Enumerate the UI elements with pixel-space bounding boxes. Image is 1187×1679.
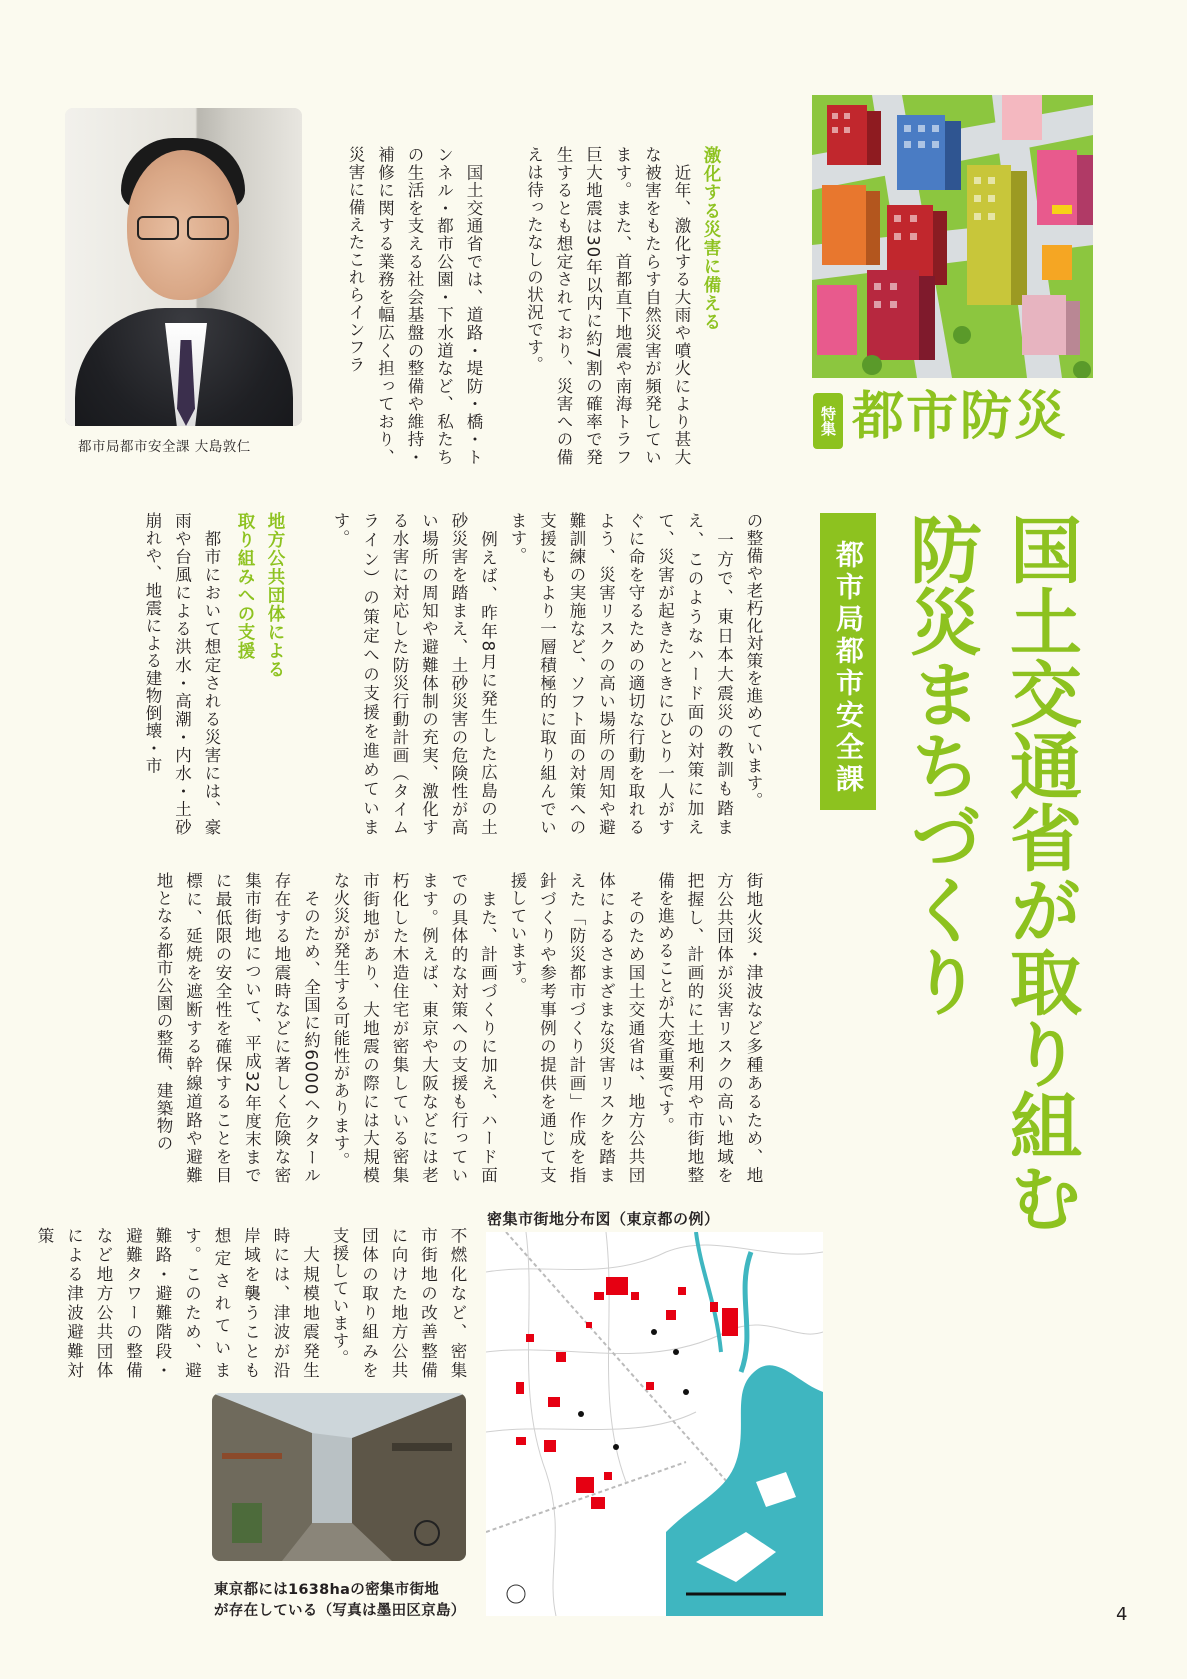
department-band: 都市局都市安全課 [820,513,876,810]
headline-line-2: 防災まちづくり [898,513,982,1017]
density-map [486,1232,823,1616]
section2-heading-wrap [230,512,290,836]
middle-text-a: の整備や老朽化対策を進めています。 一方で、東日本大震災の教訓も踏まえ、このようなハード面の対策に加えて、災害が起きたときにひとり一人がすぐに命を守るための適切な行動を取れるよう、災害リスクの高い場所の周知や避難訓練の実施など、ソフト面の対策への支援にもより一層積極的に取り組んでいます。 例えば、昨年8月に発生した広島の土砂災害を踏まえ、土砂災害の危険性が高い場所の周知や避難体制の充実、激化する水害に対応した防災行動計画（タイムライン）の策定への支援を進めています。 [331,512,763,836]
section1-heading-wrap [696,146,726,466]
city-illustration [812,95,1093,378]
page-number: 4 [1116,1604,1128,1625]
section1-para1: 近年、激化する大雨や噴火により甚大な被害をもたらす自然災害が頻発しています。また、首都直下地震や南海トラフ巨大地震は30年以内に約7割の確率で発生するとも想定されており、災害への備えは待ったなしの状況です。 [524,146,691,466]
section1-para2: 国土交通省では、道路・堤防・橋・トンネル・都市公園・下水道など、私たちの生活を支える社会基盤の整備や維持・補修に関する業務を幅広く担っており、災害に備えたこれらインフラ [346,146,483,466]
section1-heading: 激化する災害に備える [701,146,721,331]
portrait-caption: 都市局都市安全課 大島敦仁 [78,439,251,455]
section2-heading: 地方公共団体による 取り組みへの支援 [235,512,285,679]
alley-caption: 東京都には1638haの密集市街地 が存在している（写真は墨田区京島） [214,1582,466,1619]
feature-title: 都市防災 [852,387,1069,447]
section2-para1: 都市において想定される災害には、豪雨や台風による洪水・高潮・内水・土砂崩れや、地震による建物倒壊・市 [143,512,221,836]
middle-text-b: 街地火災・津波など多種あるため、地方公共団体が災害リスクの高い地域を把握し、計画的に土地利用や市街地整備を進めることが大変重要です。 そのため国土交通省は、地方公共団体によるさまざまな災害リスクを踏まえた「防災都市づくり計画」作成を指針づくりや参考事例の提供を通じて支援しています。 また、計画づくりに加え、ハード面での具体的な対策への支援も行っています。例えば、東京や大阪などには老朽化した木造住宅が密集している密集市街地があり、大地震の際には大規模な火災が発生する可能性があります。 そのため、全国に約6000ヘクタール存在する地震時などに著しく危険な密集市街地について、平成32年度末までに最低限の安全性を確保することを目標に、延焼を遮断する幹線道路や避難地となる都市公園の整備、建築物の [154,872,763,1184]
feature-label: 特集 [813,393,843,449]
alley-photo [212,1393,466,1561]
bottom-text: 不燃化など、密集市街地の改善整備に向けた地方公共団体の取り組みを支援しています。 大規模地震発生時には、津波が沿岸域を襲うことも想定されています。このため、避難路・避難階段・避難タワーの整備など地方公共団体による津波避難対策 [35,1227,467,1379]
headline-line-1: 国土交通省が取り組む [998,513,1082,1233]
map-title: 密集市街地分布図（東京都の例） [487,1210,720,1228]
portrait-photo [65,108,302,426]
